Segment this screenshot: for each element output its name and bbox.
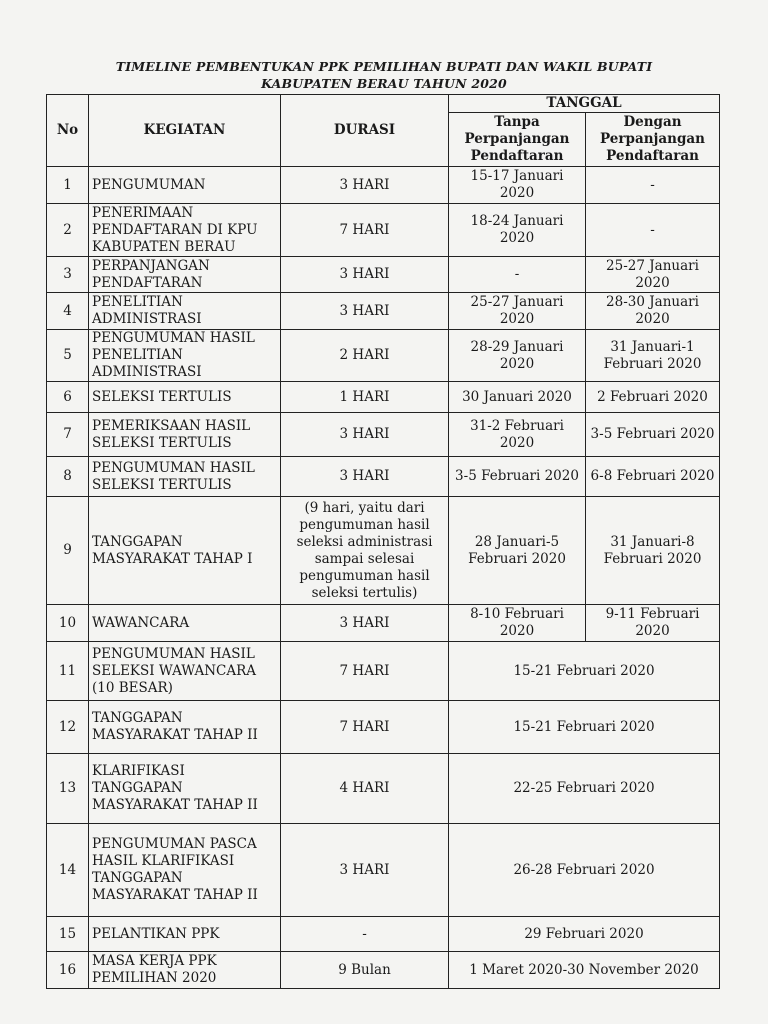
row-no: 10 xyxy=(47,605,89,642)
row-tanggal: 15-21 Februari 2020 xyxy=(449,701,720,754)
row-no: 4 xyxy=(47,293,89,330)
row-durasi: 3 HARI xyxy=(281,167,449,204)
row-kegiatan: PEMERIKSAAN HASIL SELEKSI TERTULIS xyxy=(89,413,281,457)
row-kegiatan: PENGUMUMAN HASIL SELEKSI TERTULIS xyxy=(89,457,281,497)
header-dengan-perpanjangan: Dengan Perpanjangan Pendaftaran xyxy=(586,113,720,167)
row-durasi: 7 HARI xyxy=(281,204,449,257)
table-row xyxy=(47,330,720,382)
row-no: 13 xyxy=(47,754,89,824)
row-durasi: 2 HARI xyxy=(281,330,449,382)
row-durasi: 3 HARI xyxy=(281,257,449,293)
header-tanggal: TANGGAL xyxy=(449,95,720,113)
row-no: 16 xyxy=(47,952,89,989)
table-row xyxy=(47,642,720,701)
row-kegiatan: TANGGAPAN MASYARAKAT TAHAP II xyxy=(89,701,281,754)
row-dengan: 9-11 Februari 2020 xyxy=(586,605,720,642)
header-durasi: DURASI xyxy=(281,95,449,167)
row-kegiatan: SELEKSI TERTULIS xyxy=(89,382,281,413)
row-dengan: 25-27 Januari 2020 xyxy=(586,257,720,293)
row-tanggal: 22-25 Februari 2020 xyxy=(449,754,720,824)
table-row xyxy=(47,754,720,824)
header-no: No xyxy=(47,95,89,167)
row-kegiatan: PERPANJANGAN PENDAFTARAN xyxy=(89,257,281,293)
row-dengan: - xyxy=(586,204,720,257)
row-durasi: 9 Bulan xyxy=(281,952,449,989)
row-no: 8 xyxy=(47,457,89,497)
row-dengan: 28-30 Januari 2020 xyxy=(586,293,720,330)
row-no: 3 xyxy=(47,257,89,293)
table-row xyxy=(47,497,720,605)
row-no: 15 xyxy=(47,917,89,952)
row-tanpa: 28-29 Januari 2020 xyxy=(449,330,586,382)
title-line-1: TIMELINE PEMBENTUKAN PPK PEMILIHAN BUPATI DAN WAKIL BUPATI xyxy=(115,59,653,74)
row-dengan: 3-5 Februari 2020 xyxy=(586,413,720,457)
row-kegiatan: WAWANCARA xyxy=(89,605,281,642)
row-dengan: 31 Januari-8 Februari 2020 xyxy=(586,497,720,605)
row-tanpa: 28 Januari-5 Februari 2020 xyxy=(449,497,586,605)
row-tanpa: 8-10 Februari 2020 xyxy=(449,605,586,642)
document-title xyxy=(0,58,768,92)
row-durasi: 3 HARI xyxy=(281,413,449,457)
table-row xyxy=(47,605,720,642)
table-row xyxy=(47,293,720,330)
row-tanggal: 26-28 Februari 2020 xyxy=(449,824,720,917)
table-row xyxy=(47,204,720,257)
row-tanpa: 18-24 Januari 2020 xyxy=(449,204,586,257)
row-kegiatan: KLARIFIKASI TANGGAPAN MASYARAKAT TAHAP II xyxy=(89,754,281,824)
row-no: 2 xyxy=(47,204,89,257)
timeline-table xyxy=(46,94,720,989)
row-tanggal: 29 Februari 2020 xyxy=(449,917,720,952)
row-no: 12 xyxy=(47,701,89,754)
row-tanpa: 25-27 Januari 2020 xyxy=(449,293,586,330)
row-tanpa: 15-17 Januari 2020 xyxy=(449,167,586,204)
table-row xyxy=(47,382,720,413)
row-no: 14 xyxy=(47,824,89,917)
row-dengan: 2 Februari 2020 xyxy=(586,382,720,413)
row-no: 9 xyxy=(47,497,89,605)
header-tanpa-perpanjangan: Tanpa Perpanjangan Pendaftaran xyxy=(449,113,586,167)
row-no: 1 xyxy=(47,167,89,204)
title-line-2: KABUPATEN BERAU TAHUN 2020 xyxy=(261,76,507,91)
header-kegiatan: KEGIATAN xyxy=(89,95,281,167)
table-row xyxy=(47,457,720,497)
table-row xyxy=(47,257,720,293)
row-durasi: (9 hari, yaitu dari pengumuman hasil seleksi administrasi sampai selesai pengumuman hasil seleksi tertulis) xyxy=(281,497,449,605)
row-kegiatan: PENELITIAN ADMINISTRASI xyxy=(89,293,281,330)
row-kegiatan: PENGUMUMAN HASIL PENELITIAN ADMINISTRASI xyxy=(89,330,281,382)
table-row xyxy=(47,824,720,917)
row-kegiatan: PENERIMAAN PENDAFTARAN DI KPU KABUPATEN BERAU xyxy=(89,204,281,257)
row-kegiatan: PELANTIKAN PPK xyxy=(89,917,281,952)
row-no: 7 xyxy=(47,413,89,457)
row-dengan: 6-8 Februari 2020 xyxy=(586,457,720,497)
row-dengan: 31 Januari-1 Februari 2020 xyxy=(586,330,720,382)
row-tanpa: 3-5 Februari 2020 xyxy=(449,457,586,497)
row-durasi: 3 HARI xyxy=(281,605,449,642)
row-kegiatan: PENGUMUMAN PASCA HASIL KLARIFIKASI TANGGAPAN MASYARAKAT TAHAP II xyxy=(89,824,281,917)
row-durasi: 1 HARI xyxy=(281,382,449,413)
row-tanggal: 15-21 Februari 2020 xyxy=(449,642,720,701)
row-kegiatan: TANGGAPAN MASYARAKAT TAHAP I xyxy=(89,497,281,605)
row-durasi: 7 HARI xyxy=(281,642,449,701)
row-kegiatan: MASA KERJA PPK PEMILIHAN 2020 xyxy=(89,952,281,989)
row-no: 5 xyxy=(47,330,89,382)
row-tanggal: 1 Maret 2020-30 November 2020 xyxy=(449,952,720,989)
row-durasi: 7 HARI xyxy=(281,701,449,754)
table-row xyxy=(47,701,720,754)
row-tanpa: - xyxy=(449,257,586,293)
table-row xyxy=(47,413,720,457)
row-durasi: 3 HARI xyxy=(281,293,449,330)
row-kegiatan: PENGUMUMAN HASIL SELEKSI WAWANCARA (10 BESAR) xyxy=(89,642,281,701)
row-durasi: - xyxy=(281,917,449,952)
row-durasi: 3 HARI xyxy=(281,457,449,497)
table-row xyxy=(47,917,720,952)
row-durasi: 3 HARI xyxy=(281,824,449,917)
row-tanpa: 30 Januari 2020 xyxy=(449,382,586,413)
table-row xyxy=(47,952,720,989)
row-kegiatan: PENGUMUMAN xyxy=(89,167,281,204)
row-no: 6 xyxy=(47,382,89,413)
row-no: 11 xyxy=(47,642,89,701)
table-row xyxy=(47,167,720,204)
row-tanpa: 31-2 Februari 2020 xyxy=(449,413,586,457)
row-dengan: - xyxy=(586,167,720,204)
row-durasi: 4 HARI xyxy=(281,754,449,824)
